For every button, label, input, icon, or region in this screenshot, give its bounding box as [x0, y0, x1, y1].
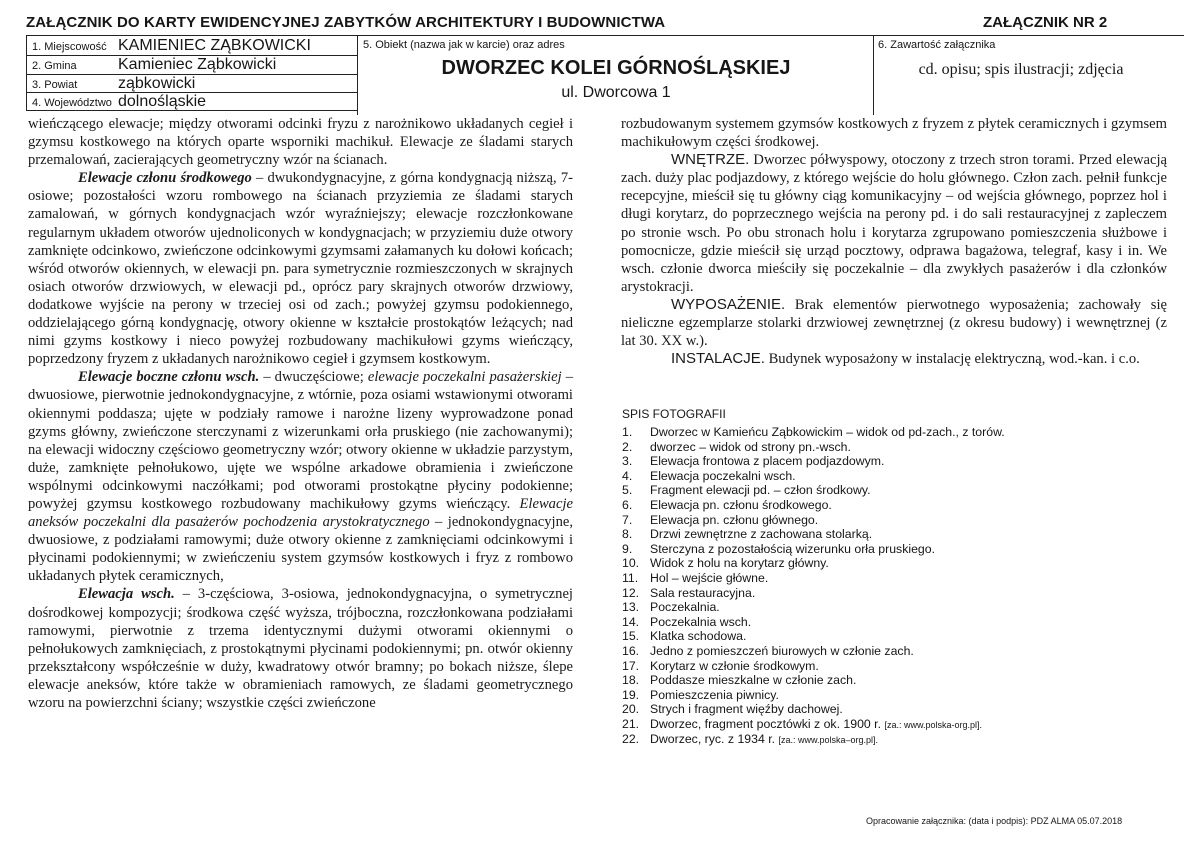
list-item-number: 7. [622, 512, 633, 527]
district-label: 3. Powiat [32, 79, 78, 91]
paragraph-cornices: rozbudowanym systemem gzymsów kostkowych z fryzem z płytek ceramicznych i gzymsem machikułowym części środkowej. [621, 116, 1167, 151]
paragraph-interior: WNĘTRZE. Dworzec półwyspowy, otoczony z trzech stron torami. Przed elewacją zach. duży plac podjazdowy, z którego wejście do holu głównego. Człon zach. pełnił funkcje recepcyjne, mieścił się tu główny ciąg komunikacyjny – od wejścia głównego, poprzez hol i długi korytarz, do poprzecznego wejścia na perony pd. i do sali restauracyjnej z zapleczem po stronie wsch. Po obu stronach holu i korytarza zgrupowano pomieszczenia służbowe i pomocnicze, gdzie mieścił się urząd pocztowy, odprawa bagażowa, telegraf, kasy i in. We wsch. członie dworca mieściły się poczekalnie – dla zwykłych pasażerów i dla członków arystokracji. [621, 151, 1167, 295]
list-item-number: 11. [622, 570, 639, 585]
list-item-number: 15. [622, 629, 640, 644]
list-item-number: 21. [622, 716, 640, 731]
list-item-text: Hol – wejście główne. [650, 570, 769, 585]
list-item-text: dworzec – widok od strony pn.-wsch. [650, 439, 851, 454]
list-item-text: Dworzec w Kamieńcu Ząbkowickim – widok od pd-zach., z torów. [650, 425, 1005, 439]
section-heading: Elewacja wsch. [78, 586, 175, 603]
list-item-source: [za.: www.polska–org.pl]. [778, 735, 879, 746]
list-item-text: Sterczyna z pozostałością wizerunku orła pruskiego. [650, 541, 936, 556]
list-item [622, 425, 1182, 440]
list-item-text: Dworzec, ryc. z 1934 r. [650, 732, 776, 747]
list-item-source: [za.: www.polska-org.pl]. [884, 719, 982, 730]
list-item [622, 732, 1182, 748]
contents-label: 6. Zawartość załącznika [878, 39, 996, 51]
list-item [622, 542, 1182, 557]
list-item-text: Widok z holu na korytarz główny. [650, 556, 829, 571]
footer-note: Opracowanie załącznika: (data i podpis): PDZ ALMA 05.07.2018 [866, 816, 1123, 826]
list-item-number: 17. [622, 658, 640, 673]
paragraph-east-elevation: Elewacja wsch. – 3-częściowa, 3-osiowa, jednokondygnacyjna, o symetrycznej dośrodkowej kompozycji; środkowa część wyższa, trójboczna, rozczłonkowana podziałami ramowymi, pierwotnie z trzema identycznymi dużymi otworami okiennymi o pełnołukowych zamknięciach, z prostokątnymi płycinami podokiennymi; pn. otwór okienny przekształcony współcześnie w duży, kwadratowy otwór bramny; po bokach niższe, ślepe elewacje aneksów, które także w obramieniach ramowych, ze śladami geometrycznego wzoru na powierzchni ściany; wszystkie części zwieńczone [28, 586, 573, 711]
list-item [622, 440, 1182, 455]
object-label: 5. Obiekt (nazwa jak w karcie) oraz adres [363, 39, 565, 51]
list-item [622, 527, 1182, 542]
list-item [622, 717, 1182, 733]
list-item-number: 3. [622, 454, 633, 469]
list-item-text: Korytarz w członie środkowym. [650, 658, 819, 673]
list-item [622, 571, 1182, 586]
object-name: DWORZEC KOLEI GÓRNOŚLĄSKIEJ [441, 57, 791, 79]
list-item [622, 469, 1182, 484]
list-item-text: Elewacja pn. członu głównego. [650, 512, 819, 527]
list-item [622, 498, 1182, 513]
paragraph-equipment: WYPOSAŻENIE. Brak elementów pierwotnego wyposażenia; zachowały się nieliczne egzemplarze stolarki drzwiowej zewnętrznej (z okresu budowy) i wewnętrznej (z lat 30. XX w.). [621, 295, 1167, 350]
list-item-text: Elewacja poczekalni wsch. [650, 468, 796, 483]
list-item-text: Jedno z pomieszczeń biurowych w członie zach. [650, 643, 914, 658]
list-item-number: 13. [622, 600, 640, 615]
section-heading: Elewacje członu środkowego [78, 170, 252, 187]
voivodeship-label: 4. Województwo [32, 97, 112, 109]
section-heading: WNĘTRZE. [671, 151, 750, 169]
locality-value: KAMIENIEC ZĄBKOWICKI [118, 37, 311, 54]
list-item-text: Drzwi zewnętrzne z zachowana stolarką. [650, 527, 873, 542]
paragraph-east-side: Elewacje boczne członu wsch. – dwuczęściowe; elewacje poczekalni pasażerskiej – dwuosiowe, pierwotnie jednokondygnacyjne, z wtórnie, poza osiami wstawionymi otworami okiennymi poddasza; ujęte w podziały ramowe i narożne lizeny wyprowadzone ponad gzyms główny, zwieńczone sterczynami z wizerunkami orła pruskiego (nie zachowanymi); na elewacji widoczny częściowo geometryczny wzór; otwory okienne w układzie parzystym, duże, zamknięte pełnołukowo, ujęte we wspólne arkadowe obramienia i zwieńczone wspólnymi odcinkowymi naczółkami; pod otworami prostokątne płyciny podokienne; powyżej gzymsu kostkowego rozbudowany machikułowy gzyms wieńczący. Elewacje aneksów poczekalni dla pasażerów pochodzenia arystokratycznego – jednokondygnacyjne, dwuosiowe, z podziałami ramowymi; duże otwory okienne z zamknięciami odcinkowymi i płycinami podokiennymi; w zwieńczeniu system gzymsów kostkowych i fryz z rombowo układanych płytek ceramicznych, [28, 369, 574, 585]
list-item-text: Poczekalnia. [650, 600, 720, 615]
list-item-number: 22. [622, 732, 640, 747]
paragraph-crowning: wieńczącego elewacje; między otworami odcinki fryzu z narożnikowo układanych cegieł i gzymsu kostkowego na których oparte wsporniki machikuł. Elewacje ze śladami starych przemalowań, zacierających geometryczny wzór na ścianach. [28, 116, 573, 169]
document-title: ZAŁĄCZNIK DO KARTY EWIDENCYJNEJ ZABYTKÓW ARCHITEKTURY I BUDOWNICTWA [26, 14, 666, 31]
list-item [622, 688, 1182, 703]
list-item-number: 12. [622, 585, 640, 600]
list-item-number: 20. [622, 702, 640, 717]
list-item [622, 513, 1182, 528]
list-item-text: Fragment elewacji pd. – człon środkowy. [650, 483, 871, 498]
list-item-text: Poczekalnia wsch. [650, 614, 752, 629]
section-heading: INSTALACJE. [671, 350, 765, 368]
list-item-number: 1. [622, 425, 633, 439]
commune-label: 2. Gmina [32, 60, 77, 72]
list-item [622, 644, 1182, 659]
list-item-number: 16. [622, 643, 640, 658]
contents-value: cd. opisu; spis ilustracji; zdjęcia [918, 61, 1124, 78]
list-item [622, 615, 1182, 630]
district-value: ząbkowicki [118, 75, 196, 92]
list-item-text: Poddasze mieszkalne w członie zach. [650, 673, 857, 688]
description-right-column [621, 115, 1167, 368]
photo-list-title: SPIS FOTOGRAFII [622, 407, 726, 421]
list-item-number: 6. [622, 497, 633, 512]
object-address: ul. Dworcowa 1 [561, 84, 671, 101]
section-heading: WYPOSAŻENIE. [671, 295, 786, 313]
list-item [622, 586, 1182, 601]
description-left-column [28, 115, 573, 712]
list-item-number: 18. [622, 673, 640, 688]
annex-number: ZAŁĄCZNIK NR 2 [983, 14, 1108, 31]
section-heading: Elewacje boczne członu wsch. [78, 369, 260, 386]
list-item [622, 659, 1182, 674]
paragraph-middle-section: Elewacje członu środkowego – dwukondygnacyjne, z górna kondygnacją niższą, 7-osiowe; pozostałości wzoru rombowego na ścianach przyziemia ze śladami starych zamalowań, w górnych kondygnacjach wzór wyraźniejszy; elewacje rozczłonkowane regularnym układem otworów ujednoliconych w kondygnacjach; w przyziemiu duże otwory zamknięte odcinkowo, zwieńczone odcinkowymi gzymsami załamanych ku dołowi końcach; wśród otworów okiennych, w elewacji pn. para symetrycznie rozmieszczonych w skrajnych osiach otworów drzwiowych, w elewacji pd., oprócz pary skrajnych otworów drzwiowy, dodatkowe wyjście na perony w trzeciej osi od zach.; powyżej gzymsu podokiennego, oddzielającego górną kondygnację, otwory okienne w kształcie prostokątów leżących; nad nimi gzyms kostkowy i nieco powyżej rozbudowany machikułowi gzyms wieńczący, poprzedzony fryzem z układanych narożnikowo cegieł i gzymsem kostkowym. [28, 170, 573, 368]
list-item-number: 2. [622, 439, 633, 454]
list-item-text: Sala restauracyjna. [650, 585, 756, 600]
commune-value: Kamieniec Ząbkowicki [118, 56, 277, 73]
list-item-text: Klatka schodowa. [650, 629, 747, 644]
list-item-text: Strych i fragment więźby dachowej. [650, 702, 843, 717]
locality-label: 1. Miejscowość [32, 41, 107, 53]
list-item [622, 483, 1182, 498]
list-item-number: 5. [622, 483, 633, 498]
header-rule [26, 35, 1184, 36]
list-item-text: Pomieszczenia piwnicy. [650, 687, 779, 702]
list-item [622, 702, 1182, 717]
photo-list [622, 425, 1182, 748]
list-item-number: 4. [622, 468, 633, 483]
list-item-number: 14. [622, 614, 640, 629]
voivodeship-value: dolnośląskie [118, 93, 207, 110]
grid-line-left [26, 35, 27, 110]
list-item-number: 9. [622, 541, 633, 556]
list-item [622, 454, 1182, 469]
list-item [622, 629, 1182, 644]
list-item-text: Elewacja pn. członu środkowego. [650, 497, 832, 512]
paragraph-installations: INSTALACJE. Budynek wyposażony w instalację elektryczną, wod.-kan. i c.o. [671, 350, 1140, 368]
list-item [622, 600, 1182, 615]
list-item [622, 556, 1182, 571]
list-item [622, 673, 1182, 688]
list-item-number: 10. [622, 556, 640, 571]
list-item-text: Elewacja frontowa z placem podjazdowym. [650, 454, 885, 469]
list-item-number: 8. [622, 527, 633, 542]
list-item-number: 19. [622, 687, 640, 702]
list-item-text: Dworzec, fragment pocztówki z ok. 1900 r. [650, 716, 882, 731]
